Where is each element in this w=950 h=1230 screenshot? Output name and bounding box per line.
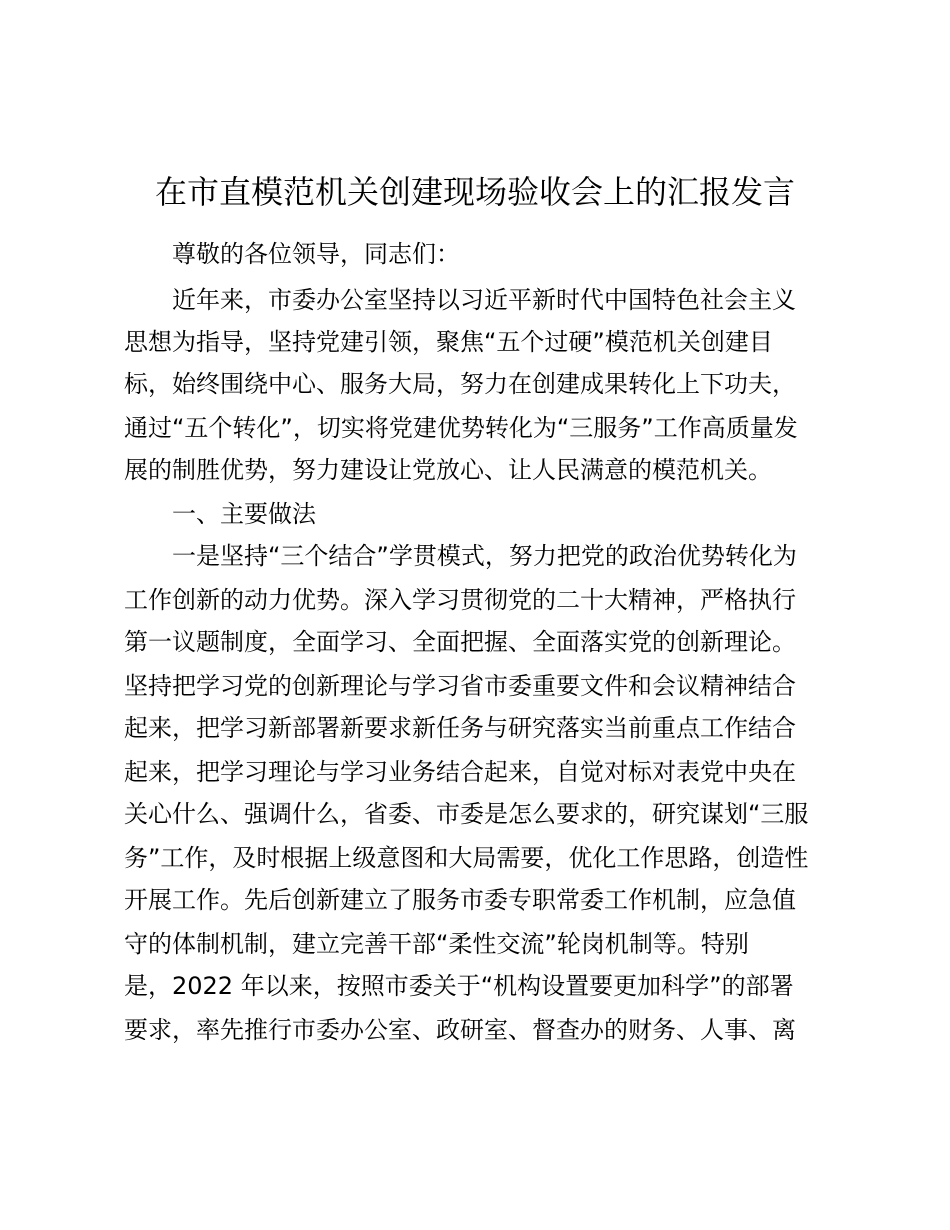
paragraph-line: 标，始终围绕中心、服务大局，努力在创建成果转化上下功夫，	[124, 370, 796, 398]
paragraph-line: 起来，把学习理论与学习业务结合起来，自觉对标对表党中央在	[124, 758, 796, 786]
paragraph-line: 开展工作。先后创新建立了服务市委专职常委工作机制，应急值	[124, 886, 796, 914]
paragraph-line: 要求，率先推行市委办公室、政研室、督查办的财务、人事、离	[124, 1016, 796, 1044]
paragraph-line: 近年来，市委办公室坚持以习近平新时代中国特色社会主义	[172, 286, 796, 314]
paragraph-line: 起来，把学习新部署新要求新任务与研究落实当前重点工作结合	[124, 714, 796, 742]
paragraph-line: 坚持把学习党的创新理论与学习省市委重要文件和会议精神结合	[124, 672, 796, 700]
paragraph-line: 展的制胜优势，努力建设让党放心、让人民满意的模范机关。	[124, 456, 772, 484]
document-title: 在市直模范机关创建现场验收会上的汇报发言	[154, 173, 795, 211]
paragraph-line: 是，2022 年以来，按照市委关于“机构设置要更加科学”的部署	[124, 972, 794, 1000]
section-heading: 一、主要做法	[172, 500, 316, 528]
paragraph-line: 第一议题制度，全面学习、全面把握、全面落实党的创新理论。	[124, 628, 796, 656]
paragraph-line: 通过“五个转化”，切实将党建优势转化为“三服务”工作高质量发	[124, 414, 798, 442]
paragraph-line: 思想为指导，坚持党建引领，聚焦“五个过硬”模范机关创建目	[124, 328, 773, 356]
paragraph-line: 务”工作，及时根据上级意图和大局需要，优化工作思路，创造性	[124, 844, 809, 872]
paragraph-line: 一是坚持“三个结合”学贯模式，努力把党的政治优势转化为	[172, 542, 797, 570]
paragraph-line: 关心什么、强调什么，省委、市委是怎么要求的，研究谋划“三服	[124, 800, 809, 828]
paragraph-line: 守的体制机制，建立完善干部“柔性交流”轮岗机制等。特别	[124, 930, 749, 958]
salutation-line: 尊敬的各位领导，同志们：	[172, 240, 460, 268]
paragraph-line: 工作创新的动力优势。深入学习贯彻党的二十大精神，严格执行	[124, 586, 796, 614]
